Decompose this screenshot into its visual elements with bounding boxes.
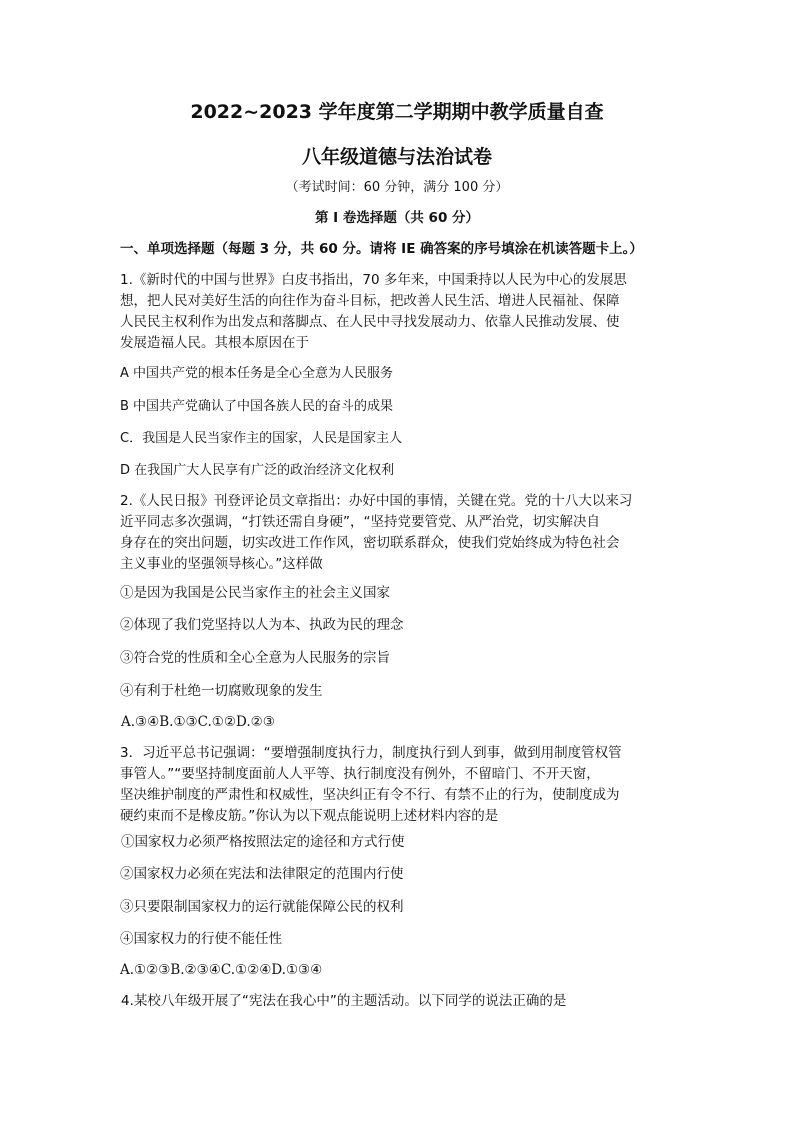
q3-text-line: 3．习近平总书记强调：“要增强制度执行力，制度执行到人到事，做到用制度管权管 — [120, 745, 622, 761]
q2-statement-3: ③符合党的性质和全心全意为人民服务的宗旨 — [120, 650, 390, 666]
q1-option-d: D 在我国广大人民享有广泛的政治经济文化权利 — [120, 463, 395, 478]
q3-statement-3: ③只要限制国家权力的运行就能保障公民的权利 — [120, 899, 404, 915]
q3-text-line: 硬约束而不是橡皮筋。”你认为以下观点能说明上述材料内容的是 — [120, 808, 499, 824]
exam-title: 2022~2023 学年度第二学期期中教学质量自查 — [190, 101, 604, 123]
q1-option-a: A 中国共产党的根本任务是全心全意为人民服务 — [120, 366, 394, 381]
q1-text-line: 人民民主权利作为出发点和落脚点、在人民中寻找发展动力、依靠人民推动发展、使 — [120, 314, 620, 330]
exam-subtitle: 八年级道德与法治试卷 — [301, 146, 492, 168]
q2-answer-choices: A.③④B.①③C.①②D.②③ — [121, 714, 275, 730]
q3-statement-1: ①国家权力必须严格按照法定的途径和方式行使 — [121, 834, 405, 850]
q2-text-line: 2.《人民日报》刊登评论员文章指出：办好中国的事情，关键在党。党的十八大以来习 — [120, 493, 633, 509]
q2-text-line: 身存在的突出问题，切实改进工作作风，密切联系群众，使我们党始终成为特色社会 — [120, 535, 620, 551]
q2-statement-2: ②体现了我们党坚持以人为本、执政为民的理念 — [120, 617, 404, 633]
q3-answer-choices: A.①②③B.②③④C.①②④D.①③④ — [120, 962, 323, 978]
q3-statement-4: ④国家权力的行使不能任性 — [120, 931, 282, 947]
q3-statement-2: ②国家权力必须在宪法和法律限定的范围内行使 — [120, 866, 404, 882]
q1-text-line: 想，把人民对美好生活的向往作为奋斗目标，把改善人民生活、增进人民福祉、保障 — [120, 293, 620, 309]
q2-text-line: 近平同志多次强调，“打铁还需自身硬”，“坚持党要管党、从严治党，切实解决自 — [120, 514, 600, 530]
q2-statement-4: ④有利于杜绝一切腐败现象的发生 — [120, 683, 323, 699]
q1-text-line: 发展造福人民。其根本原因在于 — [120, 335, 309, 351]
q4-text-line: 4.某校八年级开展了“宪法在我心中”的主题活动。以下同学的说法正确的是 — [121, 993, 567, 1009]
section-heading: 一、单项选择题（每题 3 分，共 60 分。请将 IE 确答案的序号填涂在机读答题卡上。） — [120, 241, 643, 257]
q3-text-line: 坚决维护制度的严肃性和权威性，坚决纠正有令不行、有禁不止的行为，使制度成为 — [120, 787, 620, 803]
q2-text-line: 主义事业的坚强领导核心。”这样做 — [120, 556, 323, 572]
q3-text-line: 事管人。”“要坚持制度面前人人平等、执行制度没有例外，不留暗门、不开天窗， — [120, 766, 600, 782]
q2-statement-1: ①是因为我国是公民当家作主的社会主义国家 — [120, 585, 390, 601]
q1-option-b: B 中国共产党确认了中国各族人民的奋斗的成果 — [120, 399, 394, 414]
q1-text-line: 1.《新时代的中国与世界》白皮书指出，70 多年来，中国秉持以人民为中心的发展思 — [120, 272, 627, 288]
part-title: 第 I 卷选择题（共 60 分） — [314, 210, 480, 226]
q1-option-c: C．我国是人民当家作主的国家，人民是国家主人 — [120, 431, 403, 446]
exam-info: （考试时间：60 分钟，满分 100 分） — [285, 180, 509, 195]
